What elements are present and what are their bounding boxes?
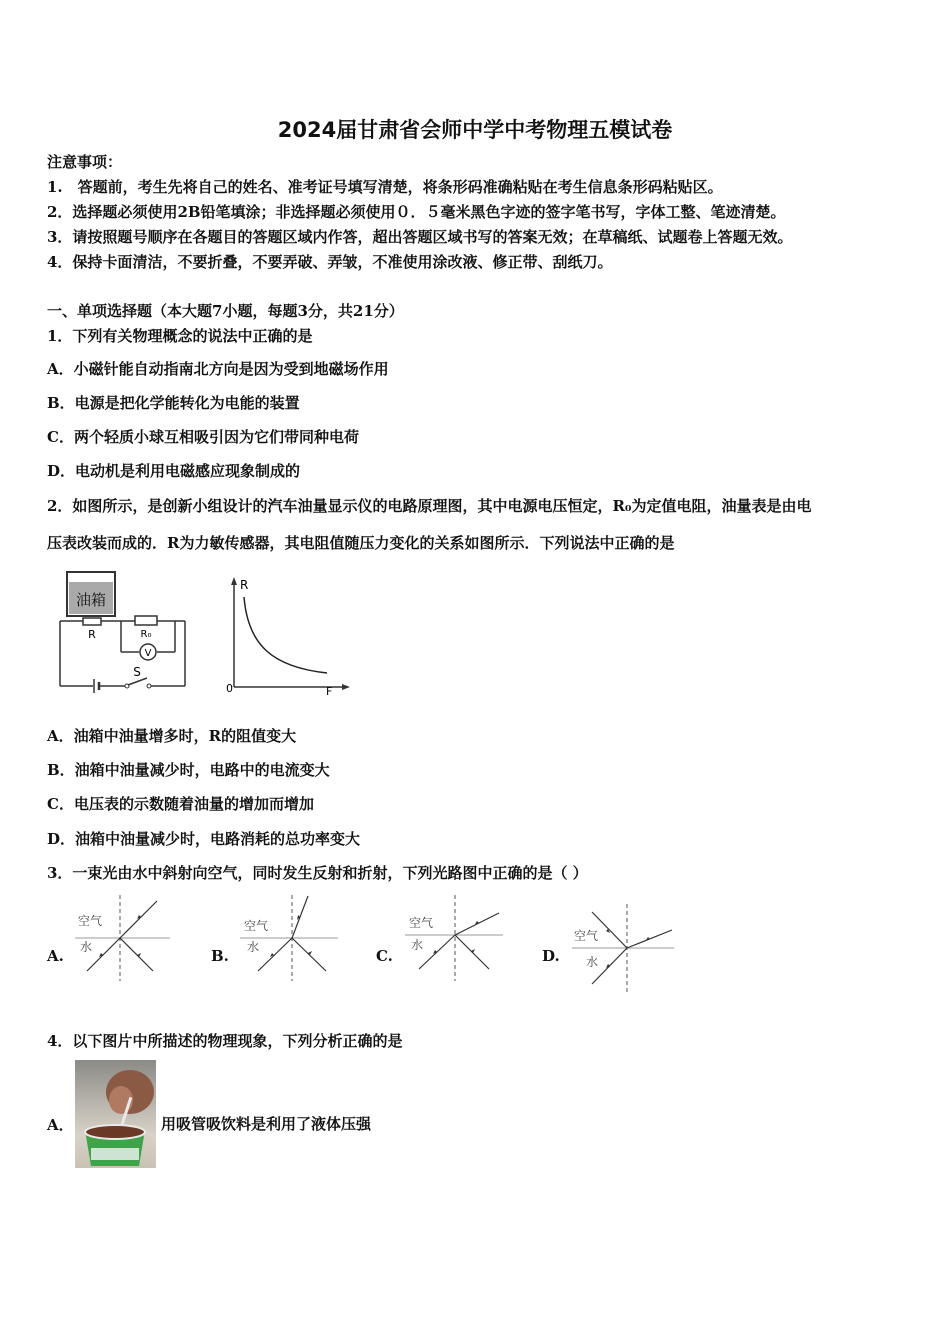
notice-item-3: 3．请按照题号顺序在各题目的答题区域内作答，超出答题区域书写的答案无效；在草稿纸、试题卷上答题无效。	[47, 228, 793, 246]
q1-option-b: B．电源是把化学能转化为电能的装置	[47, 394, 300, 412]
graph-x-label: F	[326, 685, 333, 695]
q3-diagram-c	[405, 893, 505, 983]
water-label: 水	[80, 940, 93, 954]
water-label: 水	[411, 938, 424, 952]
section-heading: 一、单项选择题（本大题7小题，每题3分，共21分）	[47, 302, 404, 320]
q3-stem: 3．一束光由水中斜射向空气，同时发生反射和折射，下列光路图中正确的是（ ）	[47, 864, 588, 882]
q3-diagram-d	[572, 900, 677, 995]
q3-option-d-label: D.	[542, 947, 560, 965]
q3-option-c-label: C.	[376, 947, 393, 965]
notice-item-4: 4．保持卡面清洁，不要折叠，不要弄破、弄皱，不准使用涂改液、修正带、刮纸刀。	[47, 253, 613, 271]
r-f-curve	[244, 597, 327, 673]
q2-option-c: C．电压表的示数随着油量的增加而增加	[47, 795, 314, 813]
q3-option-a-label: A.	[47, 947, 64, 965]
q2-option-b: B．油箱中油量减少时，电路中的电流变大	[47, 761, 330, 779]
oil-tank-label: 油箱	[75, 591, 107, 609]
switch-s	[128, 678, 147, 685]
water-label: 水	[586, 955, 599, 969]
sensor-r	[83, 618, 101, 625]
graph-y-label: R	[240, 578, 249, 592]
q1-option-a: A．小磁针能自动指南北方向是因为受到地磁场作用	[47, 360, 389, 378]
notice-heading: 注意事项：	[47, 153, 123, 171]
air-label: 空气	[409, 916, 434, 930]
q1-option-d: D．电动机是利用电磁感应现象制成的	[47, 462, 301, 480]
air-label: 空气	[574, 929, 599, 943]
q4-stem: 4．以下图片中所描述的物理现象，下列分析正确的是	[47, 1032, 403, 1050]
notice-item-1: 1. 答题前，考生先将自己的姓名、准考证号填写清楚，将条形码准确粘贴在考生信息条形码粘贴区。	[47, 178, 723, 196]
q2-stem-line2: 压表改装而成的．R为力敏传感器，其电阻值随压力变化的关系如图所示．下列说法中正确的是	[47, 534, 675, 552]
q2-option-a: A．油箱中油量增多时，R的阻值变大	[47, 727, 297, 745]
drinking-straw-photo	[75, 1060, 156, 1168]
q3-diagram-a	[75, 893, 170, 983]
air-label: 空气	[78, 914, 103, 928]
sensor-r-label: R	[88, 628, 96, 641]
graph-origin-label: 0	[226, 682, 233, 695]
q1-stem: 1．下列有关物理概念的说法中正确的是	[47, 327, 313, 345]
q2-stem-line1: 2．如图所示，是创新小组设计的汽车油量显示仪的电路原理图，其中电源电压恒定，R₀为定值电阻，油量表是由电	[47, 497, 812, 515]
page-title: 2024届甘肃省会师中学中考物理五模试卷	[277, 118, 673, 142]
resistor-r0-label: R₀	[140, 629, 152, 640]
resistor-r0	[135, 616, 157, 625]
q4-option-a-label: A．	[47, 1116, 74, 1134]
q2-circuit-diagram	[55, 568, 195, 693]
q2-option-d: D．油箱中油量减少时，电路消耗的总功率变大	[47, 830, 361, 848]
notice-item-2: 2．选择题必须使用2B铅笔填涂；非选择题必须使用０．５毫米黑色字迹的签字笔书写，字体工整、笔迹清楚。	[47, 203, 786, 221]
q4-option-a-text: 用吸管吸饮料是利用了液体压强	[161, 1115, 372, 1133]
air-label: 空气	[244, 919, 269, 933]
water-label: 水	[247, 940, 260, 954]
voltmeter-label: V	[144, 648, 152, 659]
q2-resistance-graph	[222, 575, 352, 695]
q1-option-c: C．两个轻质小球互相吸引因为它们带同种电荷	[47, 428, 359, 446]
q3-option-b-label: B.	[211, 947, 229, 965]
switch-label: S	[133, 665, 141, 679]
q3-diagram-b	[240, 893, 340, 983]
